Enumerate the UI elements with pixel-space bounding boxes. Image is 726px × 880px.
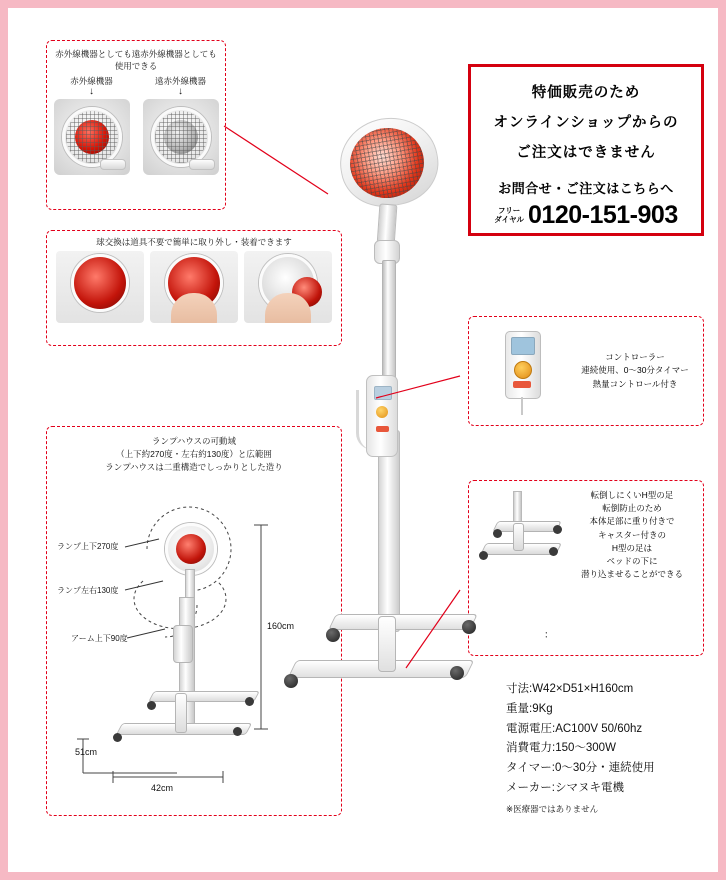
page-canvas <box>8 8 718 872</box>
infrared-heading: 赤外線機器としても遠赤外線機器としても使用できる <box>55 49 217 72</box>
infrared-left-label: 赤外線機器 <box>70 75 113 86</box>
product-photo <box>270 100 490 720</box>
product-lower-pole <box>378 430 400 632</box>
label-lamp-leftright: ランプ左右130度 <box>57 586 119 596</box>
down-arrow-icon-2: ↓ <box>178 85 183 97</box>
infrared-photo-row <box>47 75 225 175</box>
infrared-left-col <box>53 75 131 175</box>
spec-maker: メーカー:シマヌキ電機 <box>506 781 624 794</box>
bulb-replacement-heading: 球交換は道具不要で簡単に取り外し・装着できます <box>96 237 292 247</box>
dimension-height: 160cm <box>267 621 295 632</box>
label-lamp-updown: ランプ上下270度 <box>57 542 119 552</box>
spec-power: 消費電力:150〜300W <box>506 742 616 755</box>
spec-size: 寸法:W42×D51×H160cm <box>506 683 634 695</box>
controller-line-2: 連続使用、0〜30分タイマー <box>581 365 689 376</box>
far-infrared-right-col <box>142 75 220 175</box>
sale-notice-box <box>468 64 704 236</box>
notice-line-2: オンラインショップからの <box>493 115 679 131</box>
notice-contact-line: お問合せ・ご注文はこちらへ <box>498 181 674 196</box>
range-heading-line1: ランプハウスの可動域 <box>151 436 237 446</box>
notice-line-1: 特価販売のため <box>531 85 641 101</box>
product-caster-4 <box>462 620 476 634</box>
h-base-line-3: 本体足部に重り付きで <box>589 516 675 527</box>
free-dial-label <box>494 207 524 224</box>
spec-weight: 重量:9Kg <box>506 702 553 715</box>
bulb-photo-2 <box>150 251 238 323</box>
specification-list <box>506 680 716 816</box>
free-dial-label-1: フリー <box>498 205 521 215</box>
product-base-spine <box>378 616 396 672</box>
h-base-line-6: ベッドの下に <box>606 555 658 566</box>
range-heading-line2: （上下約270度・左右約130度）と広範囲 <box>116 448 272 459</box>
range-heading-line3: ランプハウスは二重構造でしっかりとした造り <box>105 461 283 472</box>
product-caster-1 <box>284 674 298 688</box>
colon-mark: ： <box>544 630 554 641</box>
label-arm-updown: アーム上下90度 <box>71 634 128 644</box>
product-caster-3 <box>326 628 340 642</box>
spec-voltage: 電源電圧:AC100V 50/60hz <box>506 722 643 735</box>
controller-box <box>468 316 704 426</box>
product-controller <box>366 375 398 457</box>
spec-timer: タイマー:0〜30分・連続使用 <box>506 762 655 775</box>
dimension-width: 51cm <box>75 747 98 758</box>
h-base-line-4: キャスター付きの <box>597 529 666 540</box>
phone-number: 0120-151-903 <box>528 201 678 229</box>
free-dial-label-2: ダイヤル <box>494 214 525 224</box>
infrared-lamp-photo <box>54 99 130 175</box>
controller-line-3: 熱量コントロール付き <box>592 378 678 389</box>
product-base-rear <box>328 614 478 630</box>
down-arrow-icon: ↓ <box>89 85 94 97</box>
h-base-line-2: 転倒防止のため <box>602 503 662 514</box>
h-base-line-1: 転倒しにくいH型の足 <box>590 490 674 500</box>
far-infrared-lamp-photo <box>143 99 219 175</box>
notice-line-3: ご注文はできません <box>516 145 656 161</box>
spec-note: ※医療器ではありません <box>506 803 599 814</box>
h-base-line-7: 潜り込ませることができる <box>580 569 683 580</box>
far-infrared-right-label: 遠赤外線機器 <box>154 75 206 86</box>
phone-row <box>471 201 701 230</box>
h-base-text <box>565 481 703 655</box>
controller-text <box>571 351 703 392</box>
h-base-box <box>468 480 704 656</box>
infrared-feature-box <box>46 40 226 210</box>
controller-title: コントローラー <box>605 351 665 362</box>
product-lamp-head <box>340 118 436 208</box>
bulb-photo-1 <box>56 251 144 323</box>
product-caster-2 <box>450 666 464 680</box>
h-base-line-5: H型の足は <box>611 542 653 553</box>
dimension-depth: 42cm <box>151 783 174 794</box>
